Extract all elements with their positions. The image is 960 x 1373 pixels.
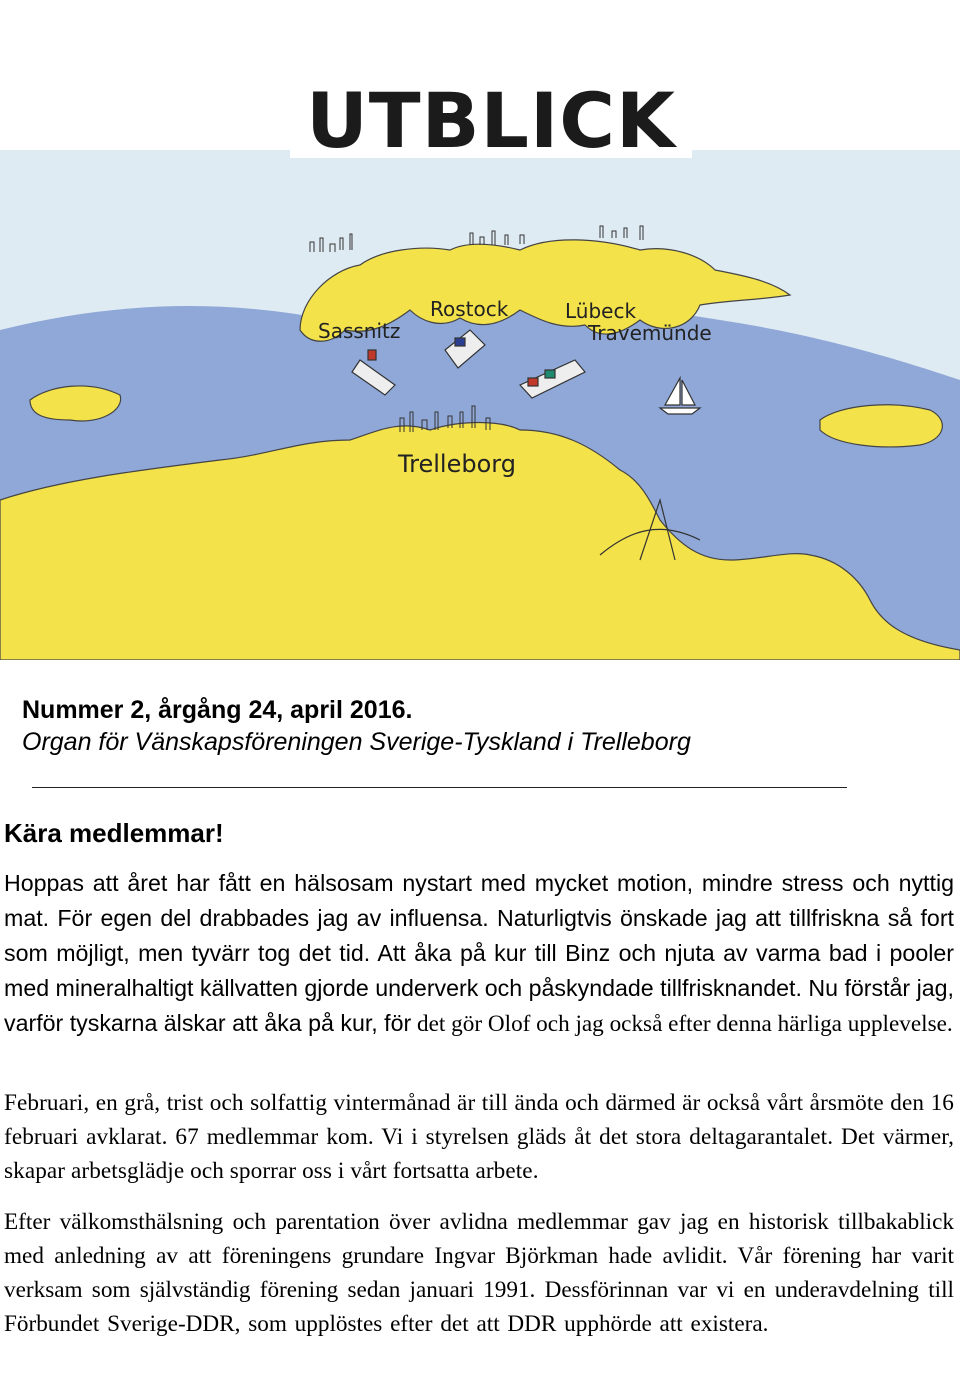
organization-line: Organ för Vänskapsföreningen Sverige-Tyskland i Trelleborg [22, 728, 691, 756]
label-trelleborg: Trelleborg [398, 450, 516, 478]
paragraph-1 [4, 866, 954, 1041]
label-rostock: Rostock [430, 297, 509, 321]
paragraph-1-serif: det gör Olof och jag också efter denna härliga upplevelse. [411, 1011, 953, 1037]
label-sassnitz: Sassnitz [318, 319, 401, 343]
issue-line: Nummer 2, årgång 24, april 2016. [22, 696, 413, 724]
right-island [820, 405, 942, 447]
magazine-title: UTBLICK [306, 76, 676, 165]
paragraph-3: Efter välkomsthälsning och parentation över avlidna medlemmar gav jag en historisk tillbakablick med anledning av att föreningens grundare Ingvar Björkman hade avlidit. Vår förening har varit verksam som självständig förening sedan januari 1991. Dessförinnan var vi en underavdelning till Förbundet Sverige-DDR, som upplöstes efter det att DDR upphörde att existera. [4, 1209, 954, 1337]
cover-illustration [0, 0, 960, 660]
paragraph-2: Februari, en grå, trist och solfattig vintermånad är till ända och därmed är också vårt årsmöte den 16 februari avklarat. 67 medlemmar kom. Vi i styrelsen gläds åt det stora deltagarantalet. Det värmer, skapar arbetsglädje och sporrar oss i vårt fortsatta arbete. [4, 1090, 954, 1184]
greeting: Kära medlemmar! [4, 818, 224, 848]
paragraph-1-sans: Hoppas att året har fått en hälsosam nystart med mycket motion, mindre stress och nyttig mat. För egen del drabbades jag av influensa. Naturligtvis önskade jag att tillfriskna så fort som möjligt, men tyvärr tog det tid. Att åka på kur till Binz och njuta av varma bad i pooler med mineralhaltigt källvatten gjorde underverk och påskyndade tillfrisknandet. Nu förstår jag, varför tyskarna älskar att åka på kur, för [4, 870, 954, 1036]
divider [32, 787, 847, 788]
label-lubeck: Lübeck [565, 299, 637, 323]
label-travemunde: Travemünde [588, 321, 712, 345]
